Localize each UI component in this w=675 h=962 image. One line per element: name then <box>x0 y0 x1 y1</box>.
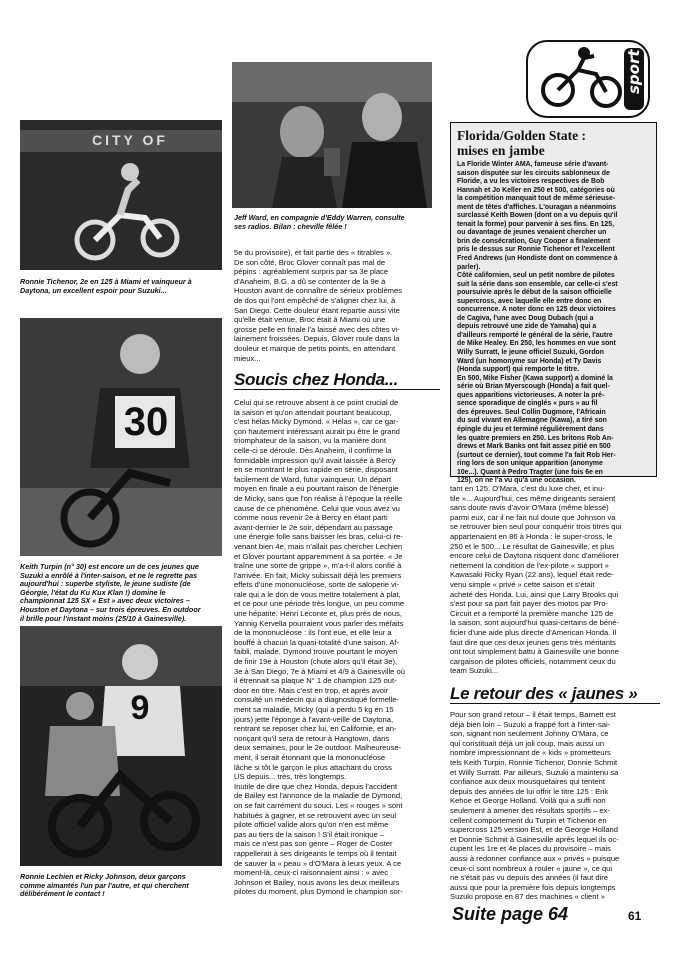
continuation-link[interactable]: Suite page 64 <box>452 904 569 924</box>
section-heading-jaunes: Le retour des « jaunes » <box>450 684 660 704</box>
photo-top-center-caption: Jeff Ward, en compagnie d'Eddy Warren, consulte ses radios. Bilan : cheville fêlée ! <box>234 213 405 231</box>
sidebar-text: La Floride Winter AMA, fameuse série d'avant- saison disputée sur les circuits sablonneux de Floride, a vu les victoires respectives de Bob Hannah et Jo Keller en 250 et 500, catégories où la compétition manquait tout de même sérieuse- ment de têtes d'affiches. L'ouragan a néanmoins surclassé Keith Bowen (dont on a vu depuis qu'il tenait la forme) pour parvenir à ses fins. En 125, ou davantage de jeunes venaient chercher un brin de consécration, Guy Cooper a finalement pris le dessus sur Ronnie Tichenor et l'excellent Fred Andrews (un Hondiste dont on commence à parler). Côté californien, seul un petit nombre de pilotes suit la série dans son ensemble, car celle-ci s'est poursuivie après le début de la saison officielle supercross, avec laquelle elle entre donc en concurrence. A noter donc en 125 deux victoires de Cagiva, l'une avec Doug Dubach (qui a depuis retrouvé une zide de Yamaha) qui a d'ailleurs remporté le général de la série, l'autre de Mike Healey. En 250, les hommes en vue sont Willy Surratt, le jeune officiel Suzuki, Gordon Ward (un homonyme sur Honda) et Ty Davis (Honda support) qui remporte le titre. En 500, Mike Fisher (Kawa support) a dominé la série où Brian Myerscough (Honda) a fait quel- ques apparitions victorieuses. A noter la pré- sence sporadique de cinglés « purs » au fil des épreuves. Seul Collin Dugmore, l'Africain du sud vivant en Allemagne (Kawa), a tiré son épingle du jeu et terminé régulièrement dans les quatre premiers en 250. Les britons Rob An- drews et Mark Banks ont fait assez pitié en 500 (surtout ce dernier), tout comme l'a fait Rob Her- ring lors de son unique apparition (anonyme 10e...). Quant à Pedro Tragter (une fois 6e en 125), on ne l'a vu qu'à une occasion. <box>457 161 618 485</box>
sidebar-box <box>450 122 657 485</box>
sidebar-title: Florida/Golden State : mises en jambe <box>457 128 586 158</box>
photo-left-bottom-caption: Ronnie Lechien et Ricky Johnson, deux garçons comme aimantés l'un par l'autre, et qui cherchent délibérément le contact ! <box>20 872 189 899</box>
page-number: 61 <box>628 909 642 923</box>
rider-number: 30 <box>123 400 169 444</box>
logo-word: sport <box>625 49 643 94</box>
two-riders-racing-photo <box>20 626 222 866</box>
photo-left-bottom <box>20 626 222 866</box>
article-jaunes-text: Pour son grand retour – il était temps, Barnett est déjà bien loin – Suzuki a frappé fort à l'inter-sai- son, signant non seulement Johnny O'Mara, ce qui constituait déjà un joli coup, mais aussi un nombre impressionnant de « kids » prometteurs tels Keith Turpin, Ronnie Tichenor, Donnie Schmit et Willy Surratt. Par ailleurs, Suzuki a maintenu sa confiance aux deux mousquetaires qui tentent depuis des années de lui offrir le titre 125 : Erik Kehoe et George Holland. Voilà qui a suffi non seulement à amener des résultats sportifs – ex- cellent comportement du Turpin et Tichenor en supercross 125 version Est, et de George Holland et Donnie Schmit à Gainesville après lequel ils oc- cupent les 1re et 4e places du provisoire – mais aussi à redonner confiance aux « privés » puisque ceux-ci sont nombreux à rouler « jaune », ce qui ne s'était pas vu depuis des années (il faut dire aussi que pour la première fois depuis longtemps Suzuki propose en 87 des machines « client » <box>450 710 620 902</box>
section-heading-honda: Soucis chez Honda... <box>234 370 440 390</box>
article-honda-text: Celui qui se retrouve absent à ce point crucial de la saison et qu'on attendait pourtant beaucoup, c'est hélas Micky Dymond. « Hélas », car ce gar- çon hautement intéressant aurait pu être le grand triomphateur de la saison, vu la manière dont celle-ci se déroule. Dès Anaheim, il confirme la formidable impression qu'il avait laissée à Bercy en se montrant le plus rapide en série, disposant facilement de Ward, futur vainqueur. Un départ moyen en finale a eu pourtant raison de l'énergie de Micky, sans que l'on réalise à l'époque la réelle cause de ce phénomène. Celui que vous avez vu comme nous revenir 2e à Bercy en étant parti avant-dernier le 2e soir, dépendant au passage une énergie folle sans baisser les bras, celui-ci re- venant bien 4e, mais n'allait pas chercher Lechien et Glover pourtant apparemment à sa portée. « Je traîne une sorte de grippe », m'a-t-il alors confié à l'arrivée. En fait, Micky subissait déjà les premiers effets d'une mononucléose, sorte de saloperie vi- rale qui a le don de vous mettre totalement à plat, et ce pour une période très longue, un peu comme une hépatite. Henri Leconte et, plus près de nous, Yannig Kervella pourraient vous parler des méfaits de la mononucléose : ils l'ont eue, et elle leur a bouffé à chacun la quasi-totalité d'une saison. Af- faibli, malade, Dymond trouve pourtant le moyen de finir 19e à Houston (chute alors qu'il était 3e), 3e à San Diego, 7e à Miami et 4/9 à Gainesville où il étrennait sa plaque N° 1 de champion 125 out- door en titre. Mais c'est en trop, et après avoir consulté un médecin qui a diagnostiqué formelle- ment sa maladie, Micky (qui a perdu 5 kg en 15 jours) jette l'éponge à l'avant-veille de Daytona, rentrant se reposer chez lui, en Californie, et an- nonçant qu'il sera de retour à Hangtown, dans deux semaines, pour le 2e outdoor. Malheureuse- ment, il serait étonnant que la mononucléose lâche si tôt le garçon le plus attachant du cross US depuis... très, très longtemps. Inutile de dire que chez Honda, depuis l'accident de Bailey est l'annonce de la maladie de Dymond, on se fait carrément du souci. Les « rouges » sont habitués à gagner, et se retrouvent avec un seul pilote officiel valide alors qu'on n'en est même pas au tiers de la saison ! S'il était ironique – mais ce n'est pas son genre – Roger de Coster rappellerait à ses dirigeants le temps où il tentait de sauver la « peau » d'O'Mara à leurs yeux. A ce moment-là, ceux-ci raisonnaient ainsi : « avec Johnson et Bailey, nous avons les deux meilleurs pilotes du moment, plus Dymond le champion sor- <box>234 398 405 897</box>
sport-logo <box>526 40 650 118</box>
photo-left-top <box>20 120 222 270</box>
photo-top-center <box>232 62 432 208</box>
photo-left-middle-caption: Keith Turpin (n° 30) est encore un de ces jeunes que Suzuki a enrôlé à l'inter-saison, et ne le regrette pas aujourd'hui : superbe styliste, le jeune sudiste (de Géorgie, l'état du Ku Kux Klan !) domine le championnat 125 SX « Est » avec deux victoires – Houston et Daytona – sur trois épreuves. En outdoor il brille pour l'instant moins (25/10 à Gainesville). <box>20 562 201 623</box>
rider-number-9: 9 <box>130 689 150 727</box>
two-men-radio-photo <box>232 62 432 208</box>
article-right-text: tant en 125. O'Mara, c'est du luxe cher, et inu- tile »... Aujourd'hui, ces même dirigeants seraient sans doute ravis d'avoir O'Mara (même blessé) parmi eux, car il ne fait nul doute que Johnson va se retrouver bien seul pour conquérir trois titres qui appartenaient en 86 à Honda : le super-cross, le 250 et le 500... Le résultat de Gainesville, et plus encore celui de Daytona risquent donc d'améliorer nettement la condition de l'ex-pilote « support » Kawasaki Ricky Ryan (22 ans), lequel était rede- venu simple « privé » cette saison et s'était acheté des Honda. Lui, ainsi que Larry Brooks qui s'est pour sa part fait payer des motos par Pro- Circuit et a remporté la première manche 125 de la saison, sont aujourd'hui quasi-certains de béné- ficier d'une aide plus directe d'American Honda. Il faut dire que ces deux jeunes gens très méritants ont tout simplement battu à Gainesville une bonne cargaison de pilotes officiels, notamment ceux du team Suzuki... <box>450 484 622 676</box>
photo-left-middle <box>20 318 222 556</box>
article-intro: 5e du provisoire), et fait partie des « titrables ». De son côté, Broc Glover connaît pas mal de pépins : agréablement surpris par sa 3e place d'Anaheim, B.G. a dû se contenter de la 9e à Houston avant de connaître de sérieux problèmes de dos qui l'ont empêché de s'aligner chez lui, à San Diego. Cette douleur étant repartie aussi vite qu'elle était venue, Broc était à Miami où une grosse pelle en finale l'a laissé avec des côtes vi- lainement froissées. Depuis, Glover roule dans la douleur et marque de petits points, en attendant mieux... <box>234 248 403 363</box>
photo-left-top-caption: Ronnie Tichenor, 2e en 125 à Miami et vainqueur à Daytona, un excellent espoir pour Suzuki... <box>20 277 192 295</box>
banner-text: CITY OF <box>92 132 168 148</box>
